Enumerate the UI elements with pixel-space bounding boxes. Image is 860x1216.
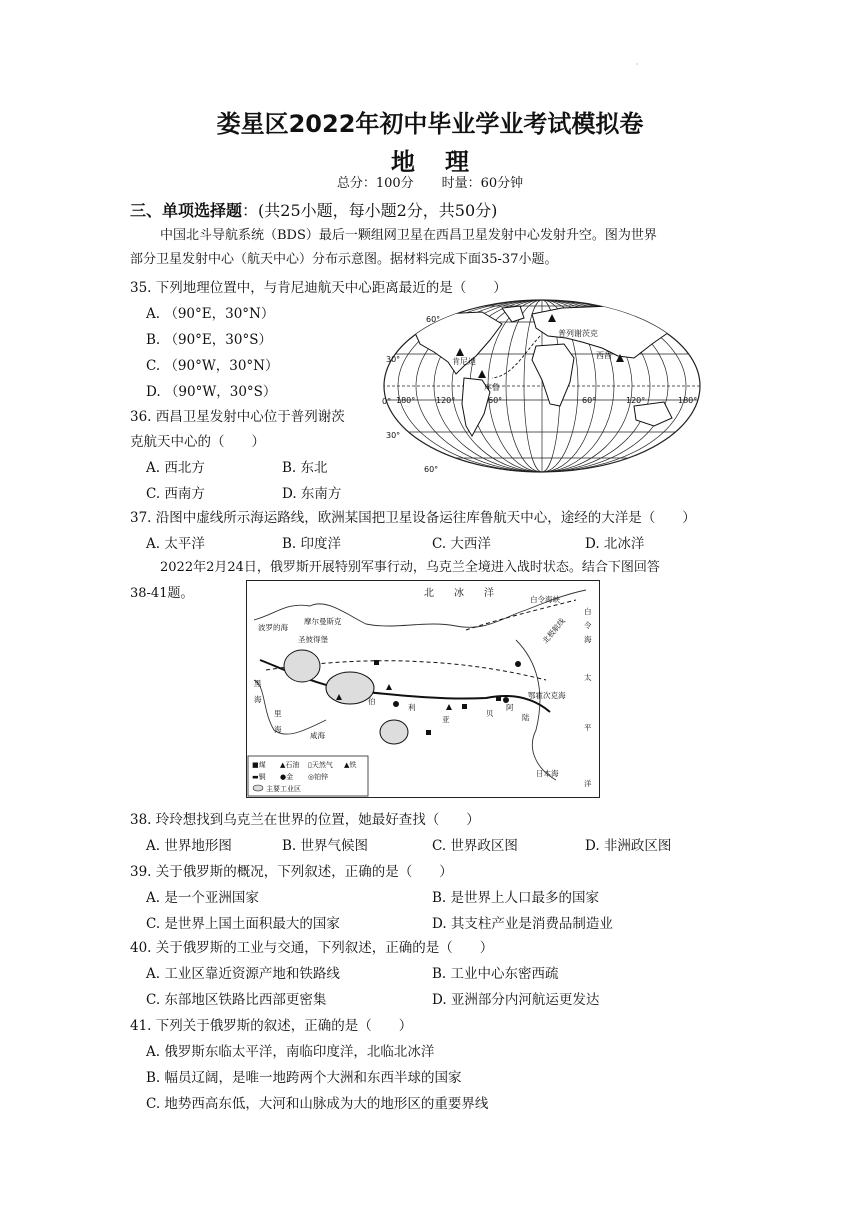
section-heading [130,198,497,221]
place-label: 里 [274,709,282,718]
legend-item: ▲石油 [280,761,300,769]
q39-option-c: C. 是世界上国土面积最大的国家 [146,916,340,932]
lon-label: 180° [396,396,416,405]
place-label: 亚 [442,715,450,724]
place-label: 阿 [506,703,514,712]
q39-option-d: D. 其支柱产业是消费品制造业 [432,916,613,932]
legend-item: ◎铂锌 [308,773,329,781]
place-label: 北极航线 [540,616,567,646]
exam-meta [0,172,860,191]
section-title: 三、单项选择题 [130,201,243,220]
q37-option-a: A. 太平洋 [146,536,205,552]
legend-item: ▬铜 [252,773,266,781]
exam-title: 娄星区2022年初中毕业学业考试模拟卷 [216,110,644,138]
ocean-char: 洋 [484,588,494,599]
q38-option-b: B. 世界气候图 [282,838,369,854]
place-label: 白令海峡 [530,595,560,604]
q35-option-c: C. （90°W，30°N） [146,358,279,374]
section-note: ：(共25小题，每小题2分，共50分) [242,201,498,220]
lat-label: 60° [424,465,439,474]
legend-item: ●金 [280,773,294,781]
legend-item: ▯天然气 [308,761,333,769]
q36-option-d: D. 东南方 [282,486,342,502]
place-label: 日本海 [536,769,559,778]
lon-label: 60° [582,396,597,405]
place-label: 平 [584,723,592,732]
world-launch-centers-map [372,296,712,476]
place-label: 贝 [486,709,494,718]
q39-option-a: A. 是一个亚洲国家 [146,890,259,906]
q41-option-a: A. 俄罗斯东临太平洋，南临印度洋，北临北冰洋 [146,1044,435,1060]
place-label: 洋 [584,779,592,788]
place-label: 摩尔曼斯克 [304,617,342,626]
q39-option-b: B. 是世界上人口最多的国家 [432,890,600,906]
ocean-char: 冰 [454,588,464,599]
place-label: 令 [584,621,592,630]
material-2-line-2: 38-41题。 [130,586,194,601]
legend-item: 主要工业区 [266,785,301,793]
ocean-char: 北 [424,588,434,599]
exam-subject: 地理 [391,148,499,176]
kourou-label: 库鲁 [484,383,500,392]
q35-option-b: B. （90°E，30°S） [146,332,272,348]
q40-option-b: B. 工业中心东密西疏 [432,966,559,982]
q39-stem: 39. 关于俄罗斯的概况，下列叙述，正确的是（ ） [130,864,453,880]
plesetsk-label: 普列谢茨克 [558,329,598,338]
total-score: 总分：100分 [336,176,414,191]
material-2-line-1: 2022年2月24日，俄罗斯开展特别军事行动，乌克兰全境进入战时状态。结合下图回答 [160,560,660,575]
q37-option-b: B. 印度洋 [282,536,342,552]
q36-stem-line-2: 克航天中心的（ ） [130,434,265,450]
q36-option-c: C. 西南方 [146,486,205,502]
lat-label: 30° [386,431,401,440]
russia-resources-map [246,580,600,798]
lon-label: 120° [626,396,646,405]
kennedy-label: 肯尼迪 [452,357,476,366]
q41-option-b: B. 幅员辽阔，是唯一地跨两个大洲和东西半球的国家 [146,1070,462,1086]
lat-label: 0° [382,397,392,406]
q38-option-c: C. 世界政区图 [432,838,518,854]
legend-item: ■煤 [252,761,266,769]
q37-stem: 37. 沿图中虚线所示海运路线，欧洲某国把卫星设备运往库鲁航天中心，途经的大洋是（ ） [130,510,696,526]
place-label: 伯 [368,697,376,706]
place-label: 鄂霍次克海 [528,691,566,700]
place-label: 陆 [522,713,530,722]
q40-option-d: D. 亚洲部分内河航运更发达 [432,992,600,1008]
place-label: 海 [274,725,282,734]
place-label: 太 [584,673,592,682]
lat-label: 60° [426,315,441,324]
material-1-line-1: 中国北斗导航系统（BDS）最后一颗组网卫星在西昌卫星发射中心发射升空。图为世界 [160,228,657,243]
place-label: 黑 [254,679,262,688]
q35-option-d: D. （90°W，30°S） [146,384,277,400]
legend-item: ▲铁 [344,761,357,769]
q37-option-d: D. 北冰洋 [585,536,645,552]
q41-option-c: C. 地势西高东低，大河和山脉成为大的地形区的重要界线 [146,1096,489,1112]
q37-option-c: C. 大西洋 [432,536,491,552]
place-label: 海 [254,695,262,704]
q38-option-a: A. 世界地形图 [146,838,232,854]
q36-option-a: A. 西北方 [146,460,205,476]
scan-dot: · [636,60,639,69]
xichang-label: 西昌 [596,351,612,360]
industrial-zone-swatch [253,785,263,791]
place-label: 白 [584,607,592,616]
lon-label: 60° [488,396,503,405]
q40-option-c: C. 东部地区铁路比西部更密集 [146,992,327,1008]
place-label: 海 [584,635,592,644]
time-limit: 时量：60分钟 [441,176,524,191]
q35-option-a: A. （90°E，30°N） [146,306,275,322]
place-label: 咸海 [310,731,325,740]
q41-stem: 41. 下列关于俄罗斯的叙述，正确的是（ ） [130,1018,413,1034]
q40-stem: 40. 关于俄罗斯的工业与交通，下列叙述，正确的是（ ） [130,940,494,956]
q35-stem: 35. 下列地理位置中，与肯尼迪航天中心距离最近的是（ ） [130,280,507,296]
q40-option-a: A. 工业区靠近资源产地和铁路线 [146,966,340,982]
lon-label: 180° [678,396,698,405]
material-1-line-2: 部分卫星发射中心（航天中心）分布示意图。据材料完成下面35-37小题。 [130,252,558,267]
q36-stem-line-1: 36. 西昌卫星发射中心位于普列谢茨 [130,409,345,425]
q38-option-d: D. 非洲政区图 [585,838,672,854]
place-label: 圣彼得堡 [298,635,328,644]
lon-label: 120° [436,396,456,405]
place-label: 波罗的海 [258,623,288,632]
lat-label: 30° [386,355,401,364]
q36-option-b: B. 东北 [282,460,328,476]
place-label: 利 [408,703,416,712]
q38-stem: 38. 玲玲想找到乌克兰在世界的位置，她最好查找（ ） [130,812,480,828]
